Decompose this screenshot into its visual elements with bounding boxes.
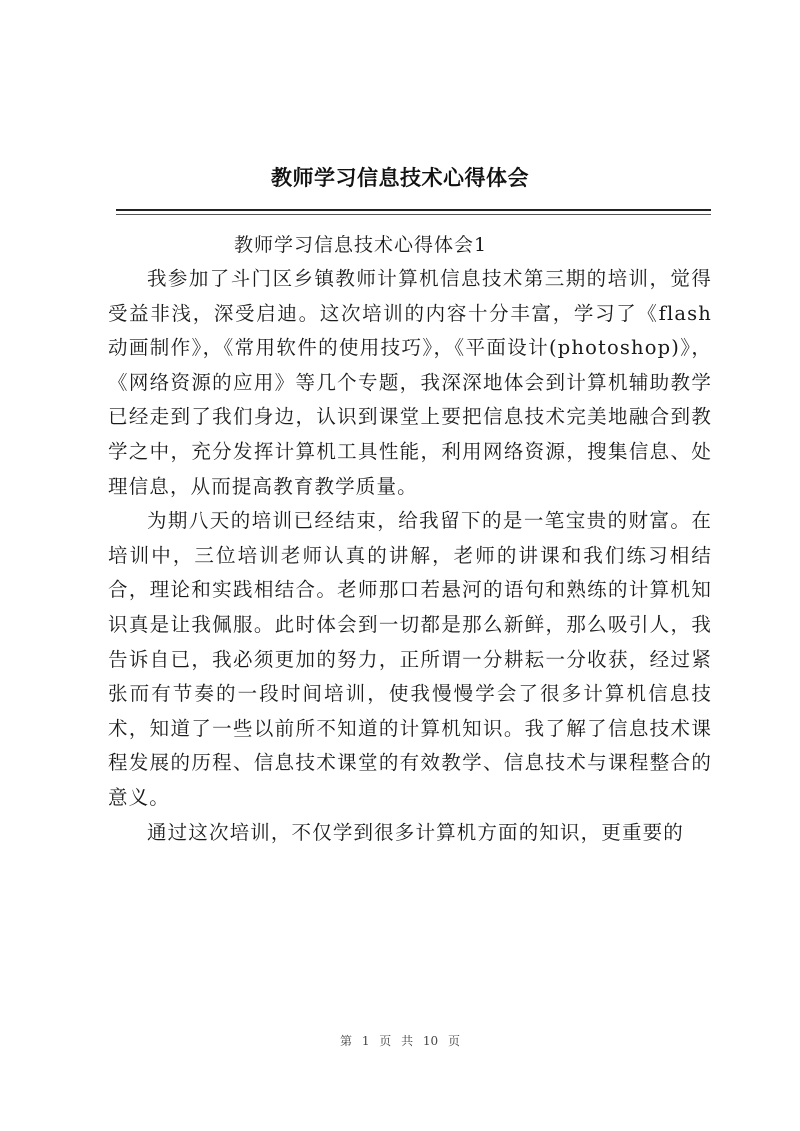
title-divider	[116, 209, 711, 211]
title-divider-thin	[116, 214, 711, 215]
document-body	[108, 228, 712, 850]
page-number-footer: 第 1 页 共 10 页	[340, 1034, 460, 1048]
paragraph-3: 通过这次培训，不仅学到很多计算机方面的知识，更重要的	[147, 820, 684, 844]
document-title: 教师学习信息技术心得体会	[271, 166, 529, 190]
section-subtitle: 教师学习信息技术心得体会1	[234, 234, 488, 256]
paragraph-1: 我参加了斗门区乡镇教师计算机信息技术第三期的培训，觉得受益非浅，深受启迪。这次培训的内容十分丰富，学习了《flash动画制作》，《常用软件的使用技巧》，《平面设计(photoshop)》，《网络资源的应用》等几个专题，我深深地体会到计算机辅助教学已经走到了我们身边，认识到课堂上要把信息技术完美地融合到教学之中，充分发挥计算机工具性能，利用网络资源，搜集信息、处理信息，从而提高教育教学质量。	[108, 267, 712, 498]
paragraph-2: 为期八天的培训已经结束，给我留下的是一笔宝贵的财富。在培训中，三位培训老师认真的讲解，老师的讲课和我们练习相结合，理论和实践相结合。老师那口若悬河的语句和熟练的计算机知识真是让我佩服。此时体会到一切都是那么新鲜，那么吸引人，我告诉自已，我必须更加的努力，正所谓一分耕耘一分收获，经过紧张而有节奏的一段时间培训，使我慢慢学会了很多计算机信息技术，知道了一些以前所不知道的计算机知识。我了解了信息技术课程发展的历程、信息技术课堂的有效教学、信息技术与课程整合的意义。	[108, 509, 712, 809]
